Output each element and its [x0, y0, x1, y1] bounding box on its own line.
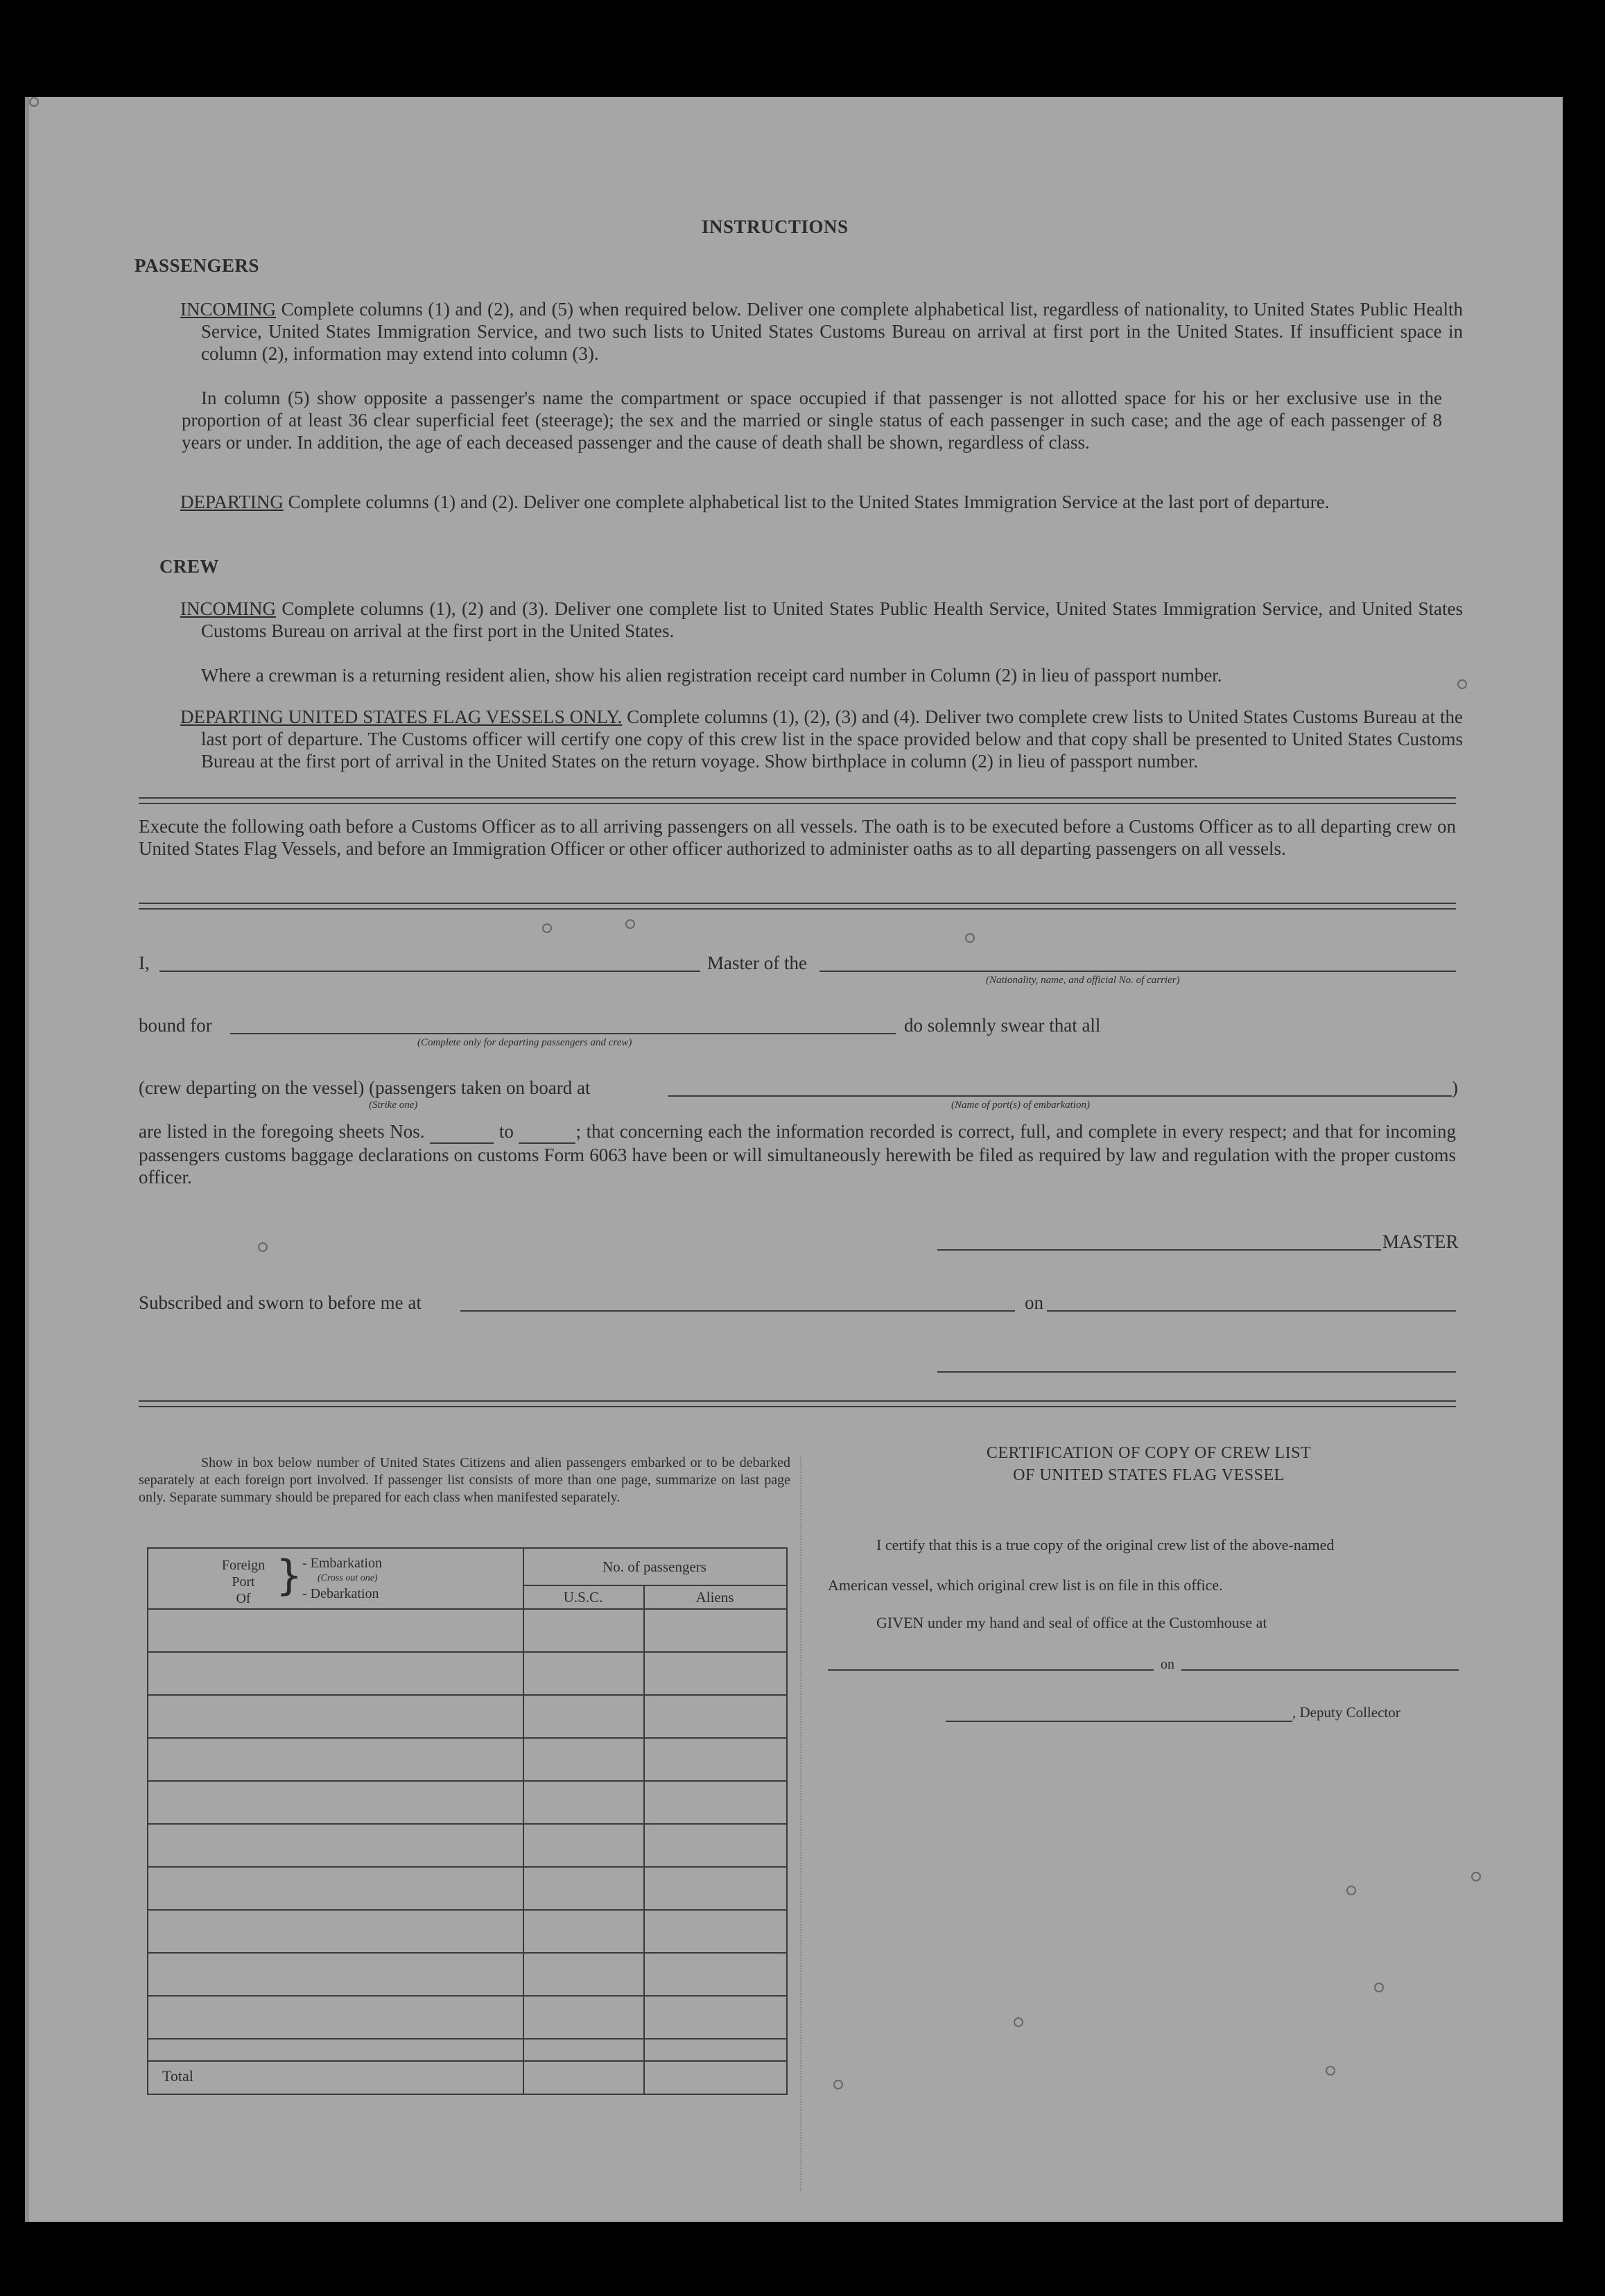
- bound-for-field[interactable]: [230, 1033, 896, 1034]
- swear-label: do solemnly swear that all: [904, 1015, 1101, 1036]
- table-row: [148, 1866, 786, 1868]
- crew-departing-label: (crew departing on the vessel) (passengers taken on board at: [139, 1077, 591, 1098]
- departing-us-flag-label: DEPARTING UNITED STATES FLAG VESSELS ONLY.: [180, 706, 623, 727]
- table-row: [148, 2038, 786, 2040]
- carrier-caption: (Nationality, name, and official No. of carrier): [986, 975, 1180, 986]
- summary-instructions: Show in box below number of United States Citizens and alien passengers embarked or to be debarked separately at each foreign port involved. If passenger list consists of more than one page, summarize on last page only. Separate summary should be prepared for each class when manifested separately.: [139, 1455, 790, 1505]
- scan-speck: [1457, 679, 1467, 689]
- brace-icon: }: [276, 1551, 303, 1600]
- table-row: [148, 2060, 786, 2062]
- incoming-text: Complete columns (1) and (2), and (5) when required below. Deliver one complete alphabetical list, regardless of nationality, to United States Public Health Service, United States Immigration Service, and two such lists to United States Customs Bureau on arrival at first port in the United States. If insufficient space in column (2), information may extend into column (3).: [201, 299, 1463, 364]
- scan-speck: [29, 97, 39, 107]
- passenger-summary-table: [147, 1547, 788, 2095]
- close-paren: ): [1452, 1077, 1458, 1098]
- divider: [139, 1400, 1456, 1407]
- table-divider: [148, 1608, 786, 1610]
- port-label: Port: [232, 1574, 255, 1590]
- table-row: [148, 1823, 786, 1825]
- sheet-to-field[interactable]: [519, 1120, 575, 1144]
- scan-speck: [833, 2080, 843, 2089]
- scan-speck: [965, 933, 975, 943]
- foreign-port-header: [212, 1557, 275, 1607]
- scan-speck: [625, 919, 635, 929]
- listed-a: are listed in the foregoing sheets Nos.: [139, 1121, 425, 1142]
- master-of-the-label: Master of the: [707, 953, 807, 973]
- crewman-instructions: Where a crewman is a returning resident alien, show his alien registration receipt card number in Column (2) in lieu of passport number.: [201, 665, 1222, 686]
- table-row: [148, 1694, 786, 1696]
- oath-instructions: Execute the following oath before a Customs Officer as to all arriving passengers on all vessels. The oath is to be executed before a Customs Officer as to all departing crew on United States Flag Vessels, and before an Immigration Officer or other officer authorized to administer oaths as to all departing passengers on all vessels.: [139, 816, 1456, 859]
- table-row: [148, 1909, 786, 1911]
- table-row: [148, 1737, 786, 1739]
- customhouse-field[interactable]: [828, 1669, 1154, 1671]
- incoming-crew-text: Complete columns (1), (2) and (3). Deliver one complete list to United States Public Health Service, United States Immigration Service, and United States Customs Bureau on arrival at the first port in the United States.: [201, 598, 1463, 641]
- embarkation-ports-field[interactable]: [668, 1095, 1452, 1097]
- master-signature-field[interactable]: [937, 1249, 1381, 1251]
- listed-b: ; that concerning each the information recorded is correct, full, and complete in every respect; and that for incoming passengers customs baggage declarations on customs Form 6063 have been or will simultaneously herewith be filed as required by law and regulation with the proper customs officer.: [139, 1121, 1457, 1188]
- departing-passengers-instructions: [180, 491, 1463, 513]
- scan-speck: [1014, 2017, 1023, 2027]
- sworn-place-field[interactable]: [460, 1310, 1015, 1312]
- crew-heading: CREW: [159, 556, 220, 577]
- certification-title-line1: CERTIFICATION OF COPY OF CREW LIST: [986, 1444, 1312, 1462]
- divider: [139, 797, 1456, 804]
- incoming-passengers-instructions: [180, 298, 1463, 365]
- to-label: to: [498, 1121, 514, 1142]
- scan-speck: [1346, 1886, 1356, 1895]
- embarkation-label: - Embarkation: [302, 1556, 382, 1571]
- master-name-field[interactable]: [159, 971, 700, 972]
- on-label: on: [1025, 1292, 1043, 1313]
- table-divider: [523, 1585, 786, 1586]
- embark-debark-header: [302, 1556, 382, 1601]
- passengers-heading: PASSENGERS: [135, 255, 260, 276]
- table-row: [148, 1952, 786, 1954]
- incoming-crew-instructions: [180, 598, 1463, 642]
- scan-speck: [1471, 1872, 1481, 1881]
- no-of-passengers-header: No. of passengers: [602, 1558, 706, 1575]
- departing-us-flag-instructions: [180, 706, 1463, 772]
- scan-speck: [542, 923, 552, 933]
- bound-for-caption: (Complete only for departing passengers and crew): [417, 1037, 632, 1048]
- divider: [139, 903, 1456, 910]
- debarkation-label: - Debarkation: [302, 1586, 379, 1601]
- table-divider: [643, 1585, 645, 2094]
- strike-one-caption: (Strike one): [369, 1099, 418, 1111]
- certification-title-line2: OF UNITED STATES FLAG VESSEL: [1013, 1466, 1285, 1484]
- bound-for-label: bound for: [139, 1015, 212, 1036]
- incoming-crew-label: INCOMING: [180, 598, 276, 619]
- deputy-collector-label: , Deputy Collector: [1292, 1704, 1400, 1721]
- column5-instructions: In column (5) show opposite a passenger's name the compartment or space occupied if that passenger is not allotted space for his or her exclusive use in the proportion of at least 36 clear superficial feet (steerage); the sex and the married or single status of each passenger in such case; and the age of each passenger of 8 years or under. In addition, the age of each deceased passenger and the cause of death shall be shown, regardless of class.: [182, 388, 1442, 453]
- sworn-date-field[interactable]: [1047, 1310, 1456, 1312]
- scan-speck: [1326, 2066, 1335, 2076]
- listed-statement: [139, 1120, 1456, 1188]
- deputy-signature-field[interactable]: [946, 1721, 1292, 1722]
- of-label: Of: [236, 1591, 251, 1606]
- usc-header: U.S.C.: [563, 1589, 603, 1606]
- page-title: INSTRUCTIONS: [702, 216, 849, 237]
- sheet-from-field[interactable]: [430, 1120, 494, 1144]
- certify-line1: I certify that this is a true copy of the original crew list of the above-named: [876, 1536, 1335, 1554]
- departing-label: DEPARTING: [180, 492, 284, 512]
- total-label: Total: [162, 2067, 193, 2085]
- form-sheet: [25, 97, 1563, 2222]
- table-row: [148, 1651, 786, 1653]
- scan-speck: [1374, 1983, 1384, 1992]
- carrier-field[interactable]: [819, 971, 1456, 972]
- section-divider: [800, 1456, 801, 2191]
- cross-out-label: (Cross out one): [318, 1573, 378, 1583]
- subscribed-label: Subscribed and sworn to before me at: [139, 1292, 422, 1313]
- ports-caption: (Name of port(s) of embarkation): [951, 1099, 1090, 1111]
- certify-line2: American vessel, which original crew list is on file in this office.: [828, 1576, 1223, 1594]
- oath-i-label: I,: [139, 953, 150, 973]
- certification-title: [826, 1442, 1471, 1486]
- table-row: [148, 1995, 786, 1997]
- cert-date-field[interactable]: [1181, 1669, 1459, 1671]
- aliens-header: Aliens: [695, 1589, 734, 1606]
- table-row: [148, 1780, 786, 1782]
- foreign-label: Foreign: [221, 1558, 266, 1573]
- scan-speck: [258, 1242, 268, 1252]
- departing-us-flag-text: Complete columns (1), (2), (3) and (4). Deliver two complete crew lists to United States Customs Bureau at the last port of departure. The Customs officer will certify one copy of this crew list in the space provided below and that copy shall be presented to United States Customs Bureau at the first port of arrival in the United States on the return voyage. Show birthplace in column (2) in lieu of passport number.: [201, 706, 1463, 772]
- incoming-label: INCOMING: [180, 299, 276, 320]
- master-label: MASTER: [1382, 1231, 1459, 1252]
- officer-signature-field[interactable]: [937, 1371, 1456, 1373]
- cert-on-label: on: [1161, 1657, 1174, 1672]
- table-divider: [523, 1549, 524, 2094]
- departing-text: Complete columns (1) and (2). Deliver one complete alphabetical list to the United States Immigration Service at the last port of departure.: [283, 492, 1330, 512]
- given-line: GIVEN under my hand and seal of office at the Customhouse at: [876, 1614, 1267, 1631]
